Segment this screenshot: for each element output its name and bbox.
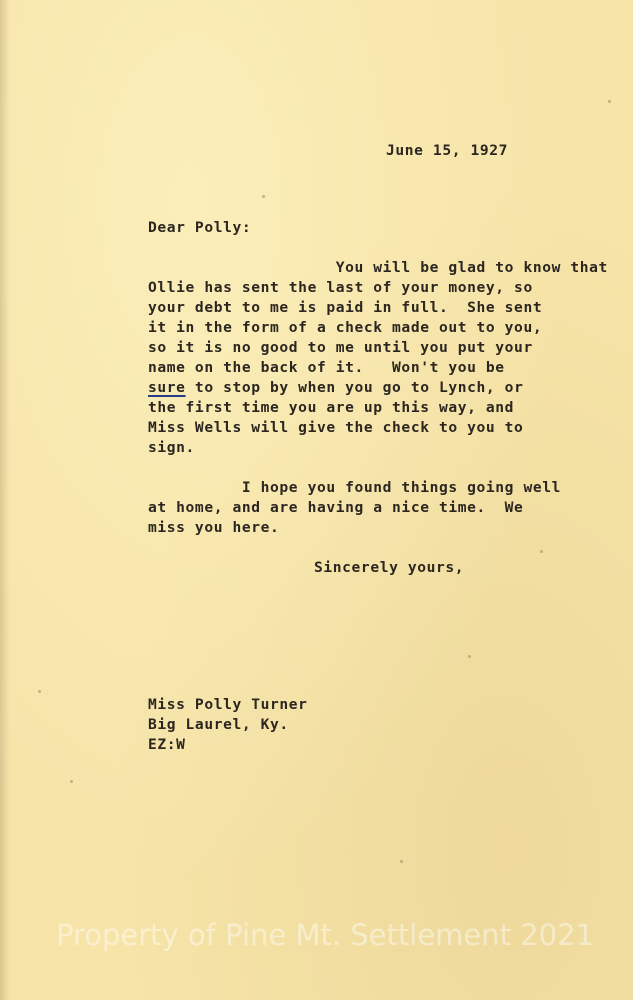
body-line: Ollie has sent the last of your money, so [148, 279, 533, 296]
paper-edge-shadow [0, 0, 10, 1000]
body-line: so it is no good to me until you put your [148, 339, 533, 356]
paper-speck [468, 655, 471, 658]
body-line: Miss Wells will give the check to you to [148, 419, 524, 436]
body-line: You will be glad to know that [148, 259, 608, 276]
paper-speck [262, 195, 265, 198]
body-line: it in the form of a check made out to you, [148, 319, 543, 336]
body-line [148, 378, 523, 398]
letter-date: June 15, 1927 [386, 142, 509, 159]
underlined-word: sure [148, 379, 186, 396]
body-line: sign. [148, 439, 195, 456]
watermark: Property of Pine Mt. Settlement 2021 [56, 918, 595, 952]
paper-speck [608, 100, 611, 103]
recipient-address: Big Laurel, Ky. [148, 716, 289, 733]
paper-speck [400, 860, 403, 863]
salutation: Dear Polly: [148, 219, 252, 236]
closing: Sincerely yours, [314, 559, 465, 576]
paragraph2-line: at home, and are having a nice time. We [148, 499, 524, 516]
paper-speck [38, 690, 41, 693]
typist-initials: EZ:W [148, 736, 186, 753]
paper-speck [70, 780, 73, 783]
body-line-rest: to stop by when you go to Lynch, or [185, 379, 524, 396]
paragraph2-line: miss you here. [148, 519, 280, 536]
body-line: your debt to me is paid in full. She sent [148, 299, 543, 316]
body-line: the first time you are up this way, and [148, 399, 515, 416]
paper-speck [540, 550, 543, 553]
recipient-name: Miss Polly Turner [148, 696, 308, 713]
paragraph2-line: I hope you found things going well [148, 479, 561, 496]
body-line: name on the back of it. Won't you be [148, 359, 505, 376]
